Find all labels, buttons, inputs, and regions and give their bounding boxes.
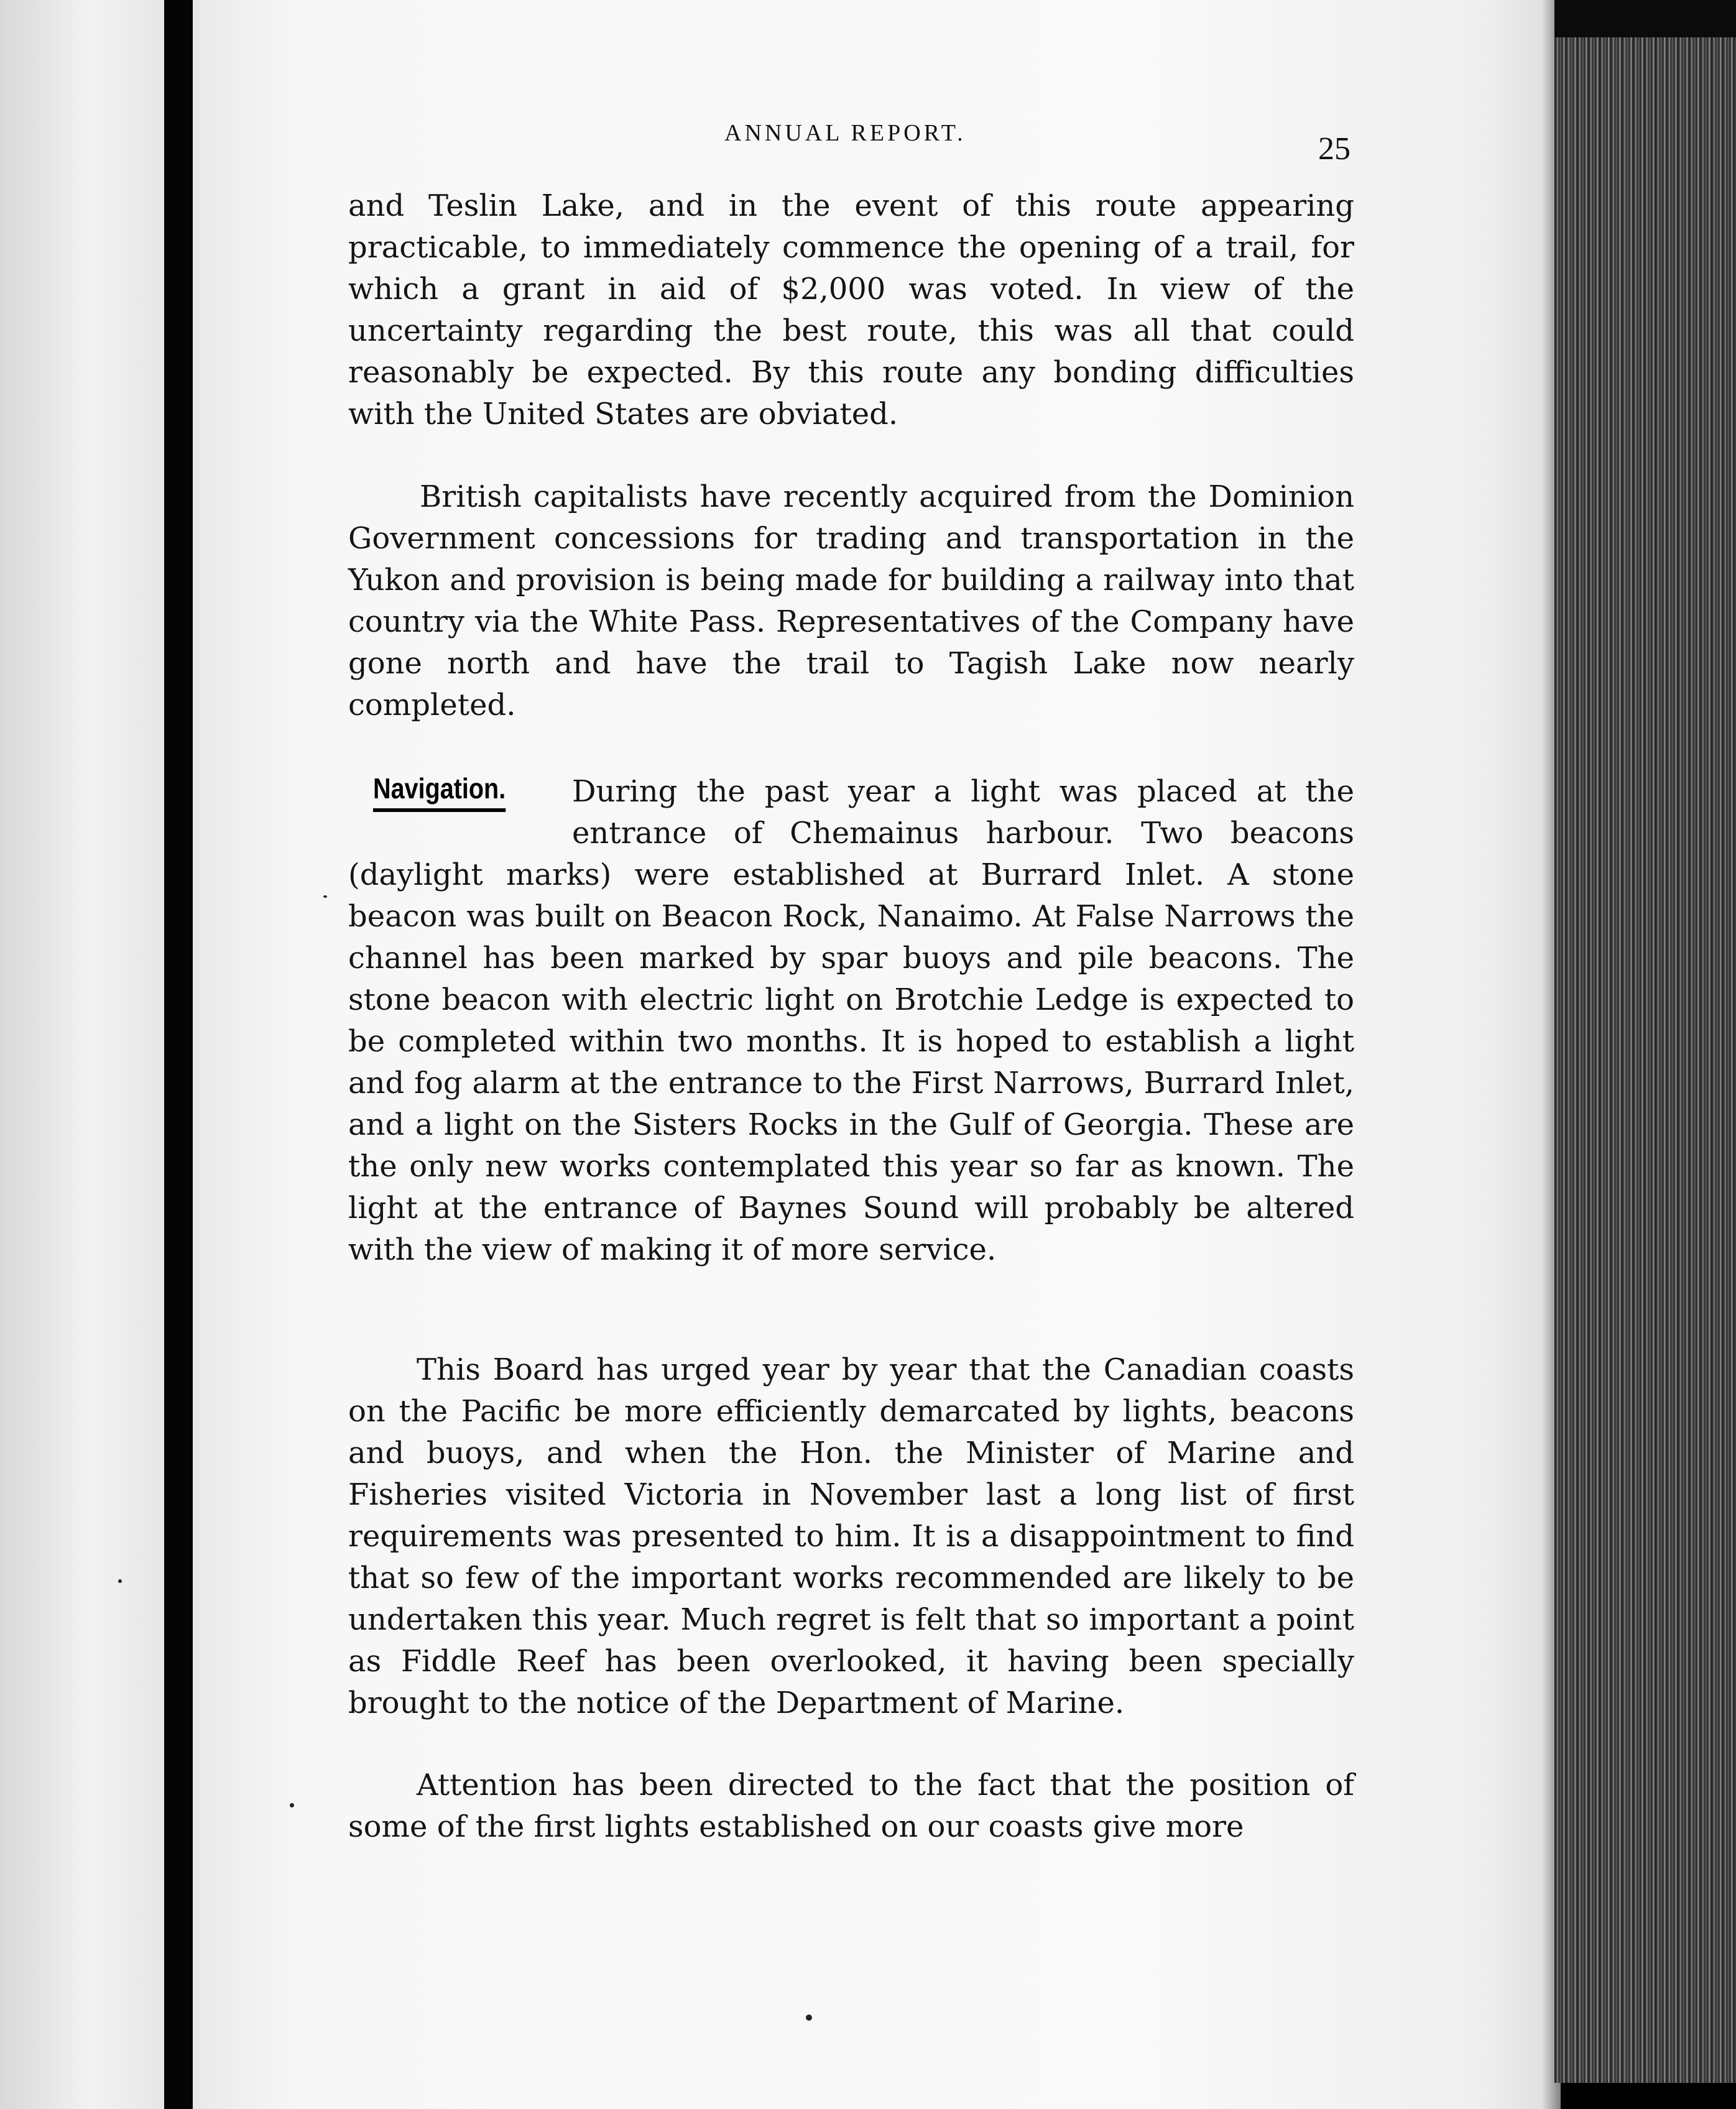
paragraph-board-urged: This Board has urged year by year that the Canadian coasts on the Pacific be more efficiently demarcated by lights, beacons and buoys, and when the Hon. the Minister of Marine and Fisheries visited Victoria in November last a long list of first requirements was presented to him. It is a disappointment to find that so few of the important works recommended are likely to be undertaken this year. Much regret is felt that so important a point as Fiddle Reef has been overlooked, it having been specially brought to the notice of the Department of Marine. [348,1352,1354,1720]
scan-speck [118,1579,122,1583]
paragraph-attention: Attention has been directed to the fact that the position of some of the first lights established on our coasts give more [348,1768,1354,1844]
running-head: ANNUAL REPORT. [724,120,966,146]
navigation-text-block [348,771,1354,1271]
book-gutter [164,0,193,2109]
navigation-section [348,770,1354,1329]
page-stack-edges [1554,37,1736,2083]
page-number: 25 [1318,131,1350,167]
paragraph-navigation: During the past year a light was placed at the entrance of Chemainus harbour. Two beacons (daylight marks) were established at Burrard Inlet. A stone beacon was built on Beacon Rock, Nanaimo. At False Narrows the channel has been marked by spar buoys and pile beacons. The stone beacon with electric light on Brotchie Ledge is expected to be completed within two months. It is hoped to establish a light and fog alarm at the entrance to the First Narrows, Burrard Inlet, and a light on the Sisters Rocks in the Gulf of Georgia. These are the only new works contemplated this year so far as known. The light at the entrance of Baynes Sound will probably be altered with the view of making it of more service. [348,774,1354,1267]
scan-speck [290,1803,294,1807]
paragraph-teslin-route: and Teslin Lake, and in the event of this route appearing practicable, to immediately commence the opening of a trail, for which a grant in aid of $2,000 was voted. In view of the uncertainty regarding the best route, this was all that could reasonably be expected. By this route any bonding difficulties with the United States are obviated. [348,188,1354,431]
scan-speck [806,2014,812,2021]
scan-speck [323,895,327,898]
section-heading-navigation: Navigation. [373,770,506,812]
page-stack-top [1554,0,1736,37]
left-facing-page-edge [0,0,164,2109]
paragraph-british-capitalists: British capitalists have recently acquired from the Dominion Government concessions for trading and transportation in the Yukon and provision is being made for building a railway into that country via the White Pass. Representatives of the Company have gone north and have the trail to Tagish Lake now nearly completed. [348,479,1354,722]
